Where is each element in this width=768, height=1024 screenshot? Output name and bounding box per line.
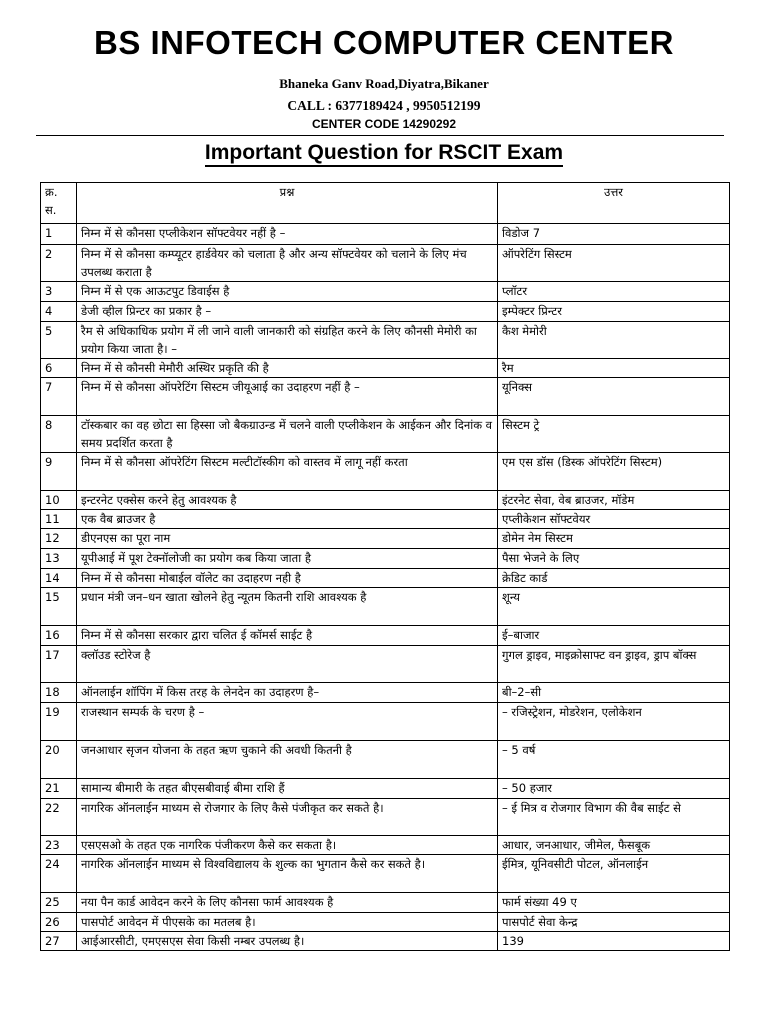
row-question: पासपोर्ट आवेदन में पीएसके का मतलब है।: [77, 913, 498, 932]
row-question: निम्न में से कौनसी मेमौरी अस्थिर प्रकृति की है: [77, 359, 498, 378]
row-number: 14: [41, 569, 77, 588]
row-number: 4: [41, 302, 77, 322]
table-row: [41, 646, 730, 683]
row-number: 23: [41, 836, 77, 855]
row-number: 17: [41, 646, 77, 683]
table-row: [41, 322, 730, 359]
row-answer: बी–2–सी: [498, 683, 730, 703]
row-answer: विडोज 7: [498, 224, 730, 245]
table-row: [41, 529, 730, 549]
row-number: 24: [41, 855, 77, 893]
call-numbers: CALL : 6377189424 , 9950512199: [287, 98, 481, 113]
row-question: टॉस्कबार का वह छोटा सा हिस्सा जो बैकग्राउन्ड में चलने वाली एप्लीकेशन के आईकन और दिनांक व समय प्रदर्शित करता है: [77, 416, 498, 453]
row-answer: यूनिक्स: [498, 378, 730, 416]
row-question: एसएसओ के तहत एक नागरिक पंजीकरण कैसे कर सकता है।: [77, 836, 498, 855]
row-number: 3: [41, 282, 77, 302]
table-row: [41, 893, 730, 913]
table-row: [41, 569, 730, 588]
table-row: [41, 416, 730, 453]
row-number: 2: [41, 245, 77, 282]
table-row: [41, 703, 730, 741]
row-question: निम्न में से कौनसा सरकार द्वारा चलित ई कॉमर्स साईट है: [77, 626, 498, 646]
row-answer: शून्य: [498, 588, 730, 626]
table-row: [41, 453, 730, 491]
row-question: इन्टरनेट एक्सेस करने हेतु आवश्यक है: [77, 491, 498, 510]
center-code: CENTER CODE 14290292: [311, 117, 457, 131]
row-answer: गुगल ड्राइव, माइक्रोसाफ्ट वन ड्राइव, ड्राप बॉक्स: [498, 646, 730, 683]
row-number: 13: [41, 549, 77, 569]
center-address: Bhaneka Ganv Road,Diyatra,Bikaner: [279, 76, 489, 91]
row-number: 27: [41, 932, 77, 951]
row-answer: डोमेन नेम सिस्टम: [498, 529, 730, 549]
table-row: [41, 378, 730, 416]
row-number: 22: [41, 799, 77, 836]
row-number: 16: [41, 626, 77, 646]
page-title: [0, 141, 768, 165]
row-question: निम्न में से कौनसा एप्लीकेशन सॉफ्टवेयर नहीं है –: [77, 224, 498, 245]
row-question: क्लॉउड स्टोरेज है: [77, 646, 498, 683]
row-question: नागरिक ऑनलाईन माध्यम से रोजगार के लिए कैसे पंजीकृत कर सकते है।: [77, 799, 498, 836]
row-number: 26: [41, 913, 77, 932]
table-row: [41, 913, 730, 932]
row-question: आईआरसीटी, एमएसएस सेवा किसी नम्बर उपलब्ध है।: [77, 932, 498, 951]
row-number: 15: [41, 588, 77, 626]
col-header-sno: क्र. स.: [41, 183, 77, 224]
table-row: [41, 359, 730, 378]
table-row: [41, 741, 730, 779]
row-answer: – 5 वर्ष: [498, 741, 730, 779]
row-number: 8: [41, 416, 77, 453]
row-answer: 139: [498, 932, 730, 951]
table-row: [41, 510, 730, 529]
row-question: राजस्थान सम्पर्क के चरण है –: [77, 703, 498, 741]
table-row: [41, 855, 730, 893]
row-number: 10: [41, 491, 77, 510]
row-answer: क्रेडिट कार्ड: [498, 569, 730, 588]
row-number: 1: [41, 224, 77, 245]
header-divider: [36, 135, 724, 136]
row-question: ऑनलाईन शॉपिंग में किस तरह के लेनदेन का उदाहरण है–: [77, 683, 498, 703]
row-number: 25: [41, 893, 77, 913]
table-row: [41, 836, 730, 855]
table-row: [41, 302, 730, 322]
table-row: [41, 779, 730, 799]
row-answer: – ई मित्र व रोजगार विभाग की वैब साईट से: [498, 799, 730, 836]
row-number: 5: [41, 322, 77, 359]
row-answer: आधार, जनआधार, जीमेल, फैसबूक: [498, 836, 730, 855]
row-question: एक वैब ब्राउजर है: [77, 510, 498, 529]
table-row: [41, 549, 730, 569]
row-number: 11: [41, 510, 77, 529]
row-question: रैम से अधिकाधिक प्रयोग में ली जाने वाली जानकारी को संग्रहित करने के लिए कौनसी मेमोरी का प्रयोग किया जाता है। –: [77, 322, 498, 359]
row-answer: कैश मेमोरी: [498, 322, 730, 359]
row-question: सामान्य बीमारी के तहत बीएसबीवाई बीमा राशि हैं: [77, 779, 498, 799]
col-header-answer: उत्तर: [498, 183, 730, 224]
row-answer: ईमित्र, यूनिवसीटी पोटल, ऑनलाईन: [498, 855, 730, 893]
row-number: 21: [41, 779, 77, 799]
row-answer: रैम: [498, 359, 730, 378]
center-name: BS INFOTECH COMPUTER CENTER: [93, 24, 674, 61]
table-row: [41, 799, 730, 836]
table-row: [41, 626, 730, 646]
row-answer: पासपोर्ट सेवा केन्द्र: [498, 913, 730, 932]
row-answer: – 50 हजार: [498, 779, 730, 799]
row-number: 7: [41, 378, 77, 416]
row-question: निम्न में से कौनसा ऑपरेटिंग सिस्टम जीयूआई का उदाहरण नहीं है –: [77, 378, 498, 416]
row-number: 18: [41, 683, 77, 703]
table-row: [41, 282, 730, 302]
row-answer: प्लॉटर: [498, 282, 730, 302]
row-answer: फार्म संख्या 49 ए: [498, 893, 730, 913]
row-number: 6: [41, 359, 77, 378]
row-number: 12: [41, 529, 77, 549]
row-question: नया पैन कार्ड आवेदन करने के लिए कौनसा फार्म आवश्यक है: [77, 893, 498, 913]
row-question: निम्न में से कौनसा ऑपरेटिंग सिस्टम मल्टीटॉस्कीग को वास्तव में लागू नहीं करता: [77, 453, 498, 491]
row-question: डीएनएस का पूरा नाम: [77, 529, 498, 549]
row-answer: ऑपरेटिंग सिस्टम: [498, 245, 730, 282]
row-answer: – रजिस्ट्रेशन, मोडरेशन, एलोकेशन: [498, 703, 730, 741]
row-question: यूपीआई में पूश टेक्नॉलोजी का प्रयोग कब किया जाता है: [77, 549, 498, 569]
col-header-question: प्रश्न: [77, 183, 498, 224]
table-row: [41, 224, 730, 245]
table-header-row: [41, 183, 730, 224]
row-question: डेजी व्हील प्रिन्टर का प्रकार है –: [77, 302, 498, 322]
page-title-text: Important Question for RSCIT Exam: [205, 141, 563, 167]
row-question: निम्न में से कौनसा कम्प्यूटर हार्डवेयर को चलाता है और अन्य सॉफ्टवेयर को चलाने के लिए मंच उपलब्ध कराता है: [77, 245, 498, 282]
row-question: निम्न में से एक आऊटपुट डिवाईस है: [77, 282, 498, 302]
row-answer: सिस्टम ट्रे: [498, 416, 730, 453]
row-question: नागरिक ऑनलाईन माध्यम से विश्वविद्यालय के शुल्क का भुगतान कैसे कर सकते है।: [77, 855, 498, 893]
row-answer: एप्लीकेशन सॉफ्टवेयर: [498, 510, 730, 529]
row-answer: पैसा भेजने के लिए: [498, 549, 730, 569]
table-row: [41, 683, 730, 703]
row-answer: इंटरनेट सेवा, वेब ब्राउजर, मॉडेम: [498, 491, 730, 510]
row-answer: इम्पेक्टर प्रिन्टर: [498, 302, 730, 322]
row-question: निम्न में से कौनसा मोबाईल वॉलेट का उदाहरण नही है: [77, 569, 498, 588]
row-number: 9: [41, 453, 77, 491]
row-number: 20: [41, 741, 77, 779]
row-question: जनआधार सृजन योजना के तहत ऋण चुकाने की अवधी कितनी है: [77, 741, 498, 779]
table-row: [41, 588, 730, 626]
table-row: [41, 491, 730, 510]
row-answer: एम एस डॉस (डिस्क ऑपरेटिंग सिस्टम): [498, 453, 730, 491]
row-number: 19: [41, 703, 77, 741]
question-table: [40, 182, 730, 951]
row-question: प्रधान मंत्री जन–धन खाता खोलने हेतु न्यूतम कितनी राशि आवश्यक है: [77, 588, 498, 626]
table-row: [41, 932, 730, 951]
row-answer: ई–बाजार: [498, 626, 730, 646]
table-row: [41, 245, 730, 282]
